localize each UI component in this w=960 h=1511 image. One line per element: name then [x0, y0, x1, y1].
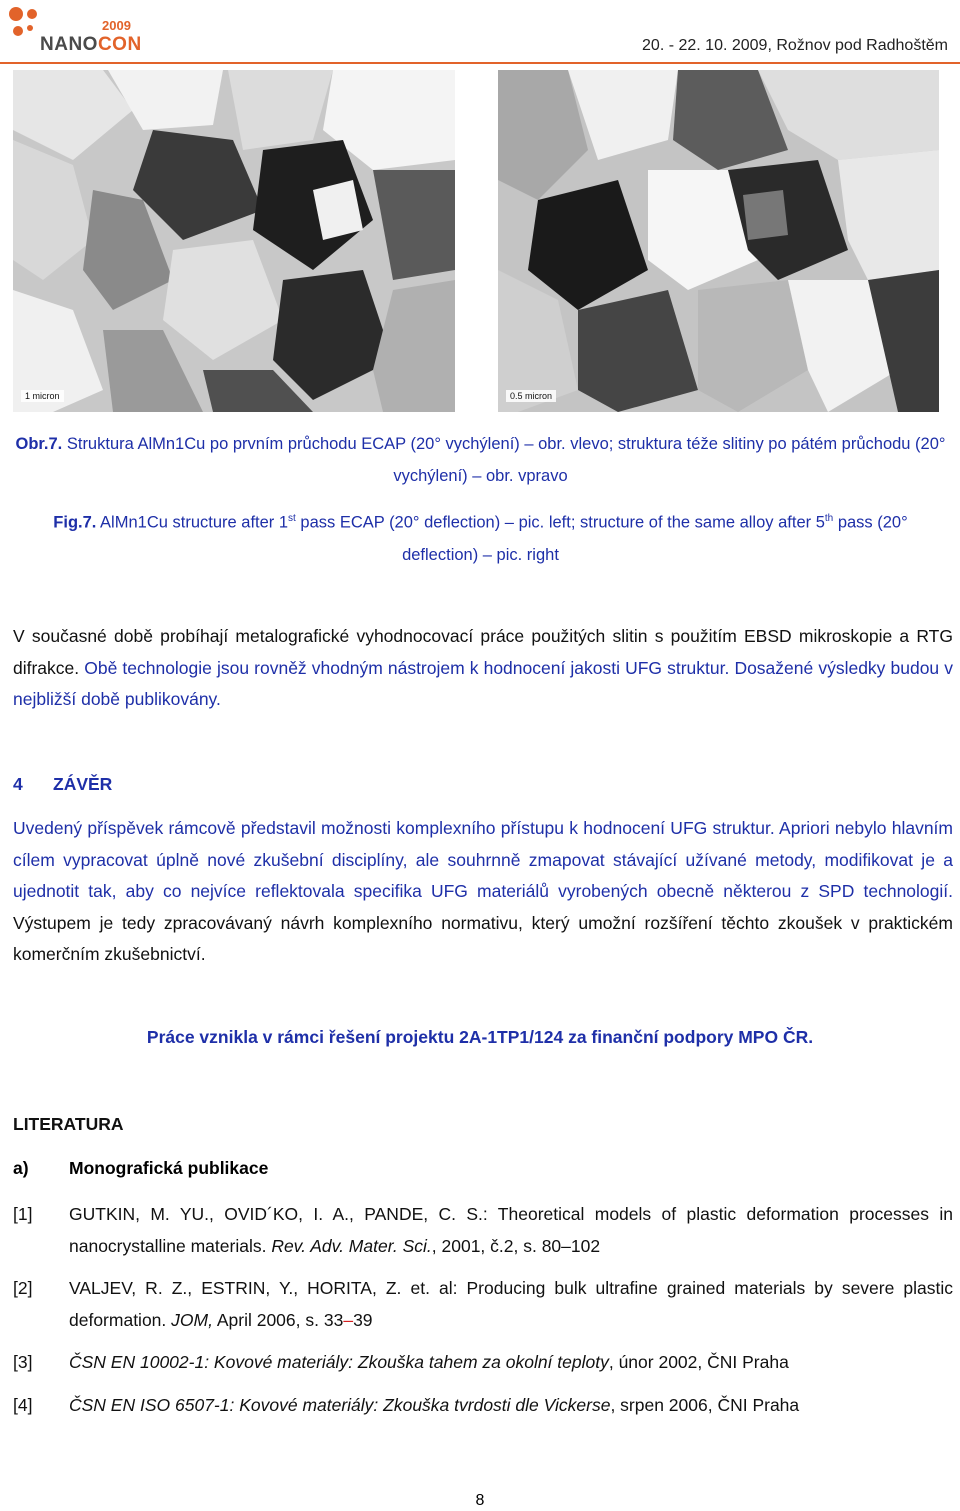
reference-item	[13, 1347, 953, 1379]
section-heading-zaver	[13, 774, 112, 795]
micrograph-left-image	[13, 70, 455, 412]
reference-item	[13, 1199, 953, 1262]
reference-tag: [3]	[13, 1352, 33, 1372]
section-title: ZÁVĚR	[53, 774, 113, 794]
ref2-authors-title: VALJEV, R. Z., ESTRIN, Y., HORITA, Z. et. al: Producing bulk ultrafine grained materials by severe plastic deformation.	[69, 1278, 953, 1330]
ref3-details: , únor 2002, ČNI Praha	[608, 1352, 789, 1372]
logo-name-con: CON	[97, 34, 142, 55]
reference-text	[69, 1347, 953, 1379]
reference-text	[69, 1390, 953, 1422]
caption-en-part3: pass (20° deflection) – pic. right	[402, 513, 908, 564]
caption-text-czech: Struktura AlMn1Cu po prvním průchodu ECAP (20° vychýlení) – obr. vlevo; struktura téže slitiny po pátém průchodu (20° vychýlení) – obr. vpravo	[62, 435, 946, 485]
ref2-end-page: 39	[353, 1309, 373, 1330]
paragraph1-part1: V současné době probíhají metalografické vyhodnocovací práce použitých slitin s použitím EBSD mikroskopie a RTG difrakce.	[13, 626, 953, 678]
nanocon-logo	[6, 4, 146, 62]
reference-tag: [1]	[13, 1204, 33, 1224]
caption-label-obr: Obr.7.	[15, 435, 63, 453]
micrograph-left	[13, 70, 455, 412]
caption-en-part2: pass ECAP (20° deflection) – pic. left; structure of the same alloy after 5	[295, 513, 825, 532]
ref4-standard: ČSN EN ISO 6507-1: Kovové materiály: Zkouška tvrdosti dle Vickerse	[69, 1395, 611, 1415]
ref4-details: , srpen 2006, ČNI Praha	[610, 1395, 800, 1415]
caption-en-part1: AlMn1Cu structure after 1	[96, 513, 289, 532]
paragraph-metallography	[13, 621, 953, 716]
ref2-dash: –	[343, 1309, 354, 1330]
ref1-authors-title: GUTKIN, M. YU., OVID´KO, I. A., PANDE, C. S.: Theoretical models of plastic deformation processes in nanocrystalline materials.	[69, 1204, 953, 1256]
page-number: 8	[475, 1492, 485, 1509]
figure-caption-english	[13, 503, 948, 571]
ref3-standard: ČSN EN 10002-1: Kovové materiály: Zkouška tahem za okolní teploty	[69, 1352, 609, 1372]
figure-caption-czech	[13, 428, 948, 492]
reference-item	[13, 1273, 953, 1336]
reference-tag: [2]	[13, 1278, 33, 1298]
logo-name	[40, 34, 142, 56]
paragraph-conclusion	[13, 813, 953, 971]
header-date-place: 20. - 22. 10. 2009, Rožnov pod Radhoštěm	[642, 37, 948, 54]
logo-name-nano: NANO	[40, 34, 98, 55]
caption-label-fig: Fig.7.	[53, 513, 97, 532]
ref2-journal: JOM,	[171, 1309, 213, 1330]
caption-en-sup2: th	[824, 513, 834, 524]
scale-label-right: 0.5 micron	[506, 390, 556, 402]
reference-text	[69, 1199, 953, 1262]
subheading-label: a)	[13, 1158, 29, 1178]
reference-item	[13, 1390, 953, 1422]
caption-en-sup1: st	[288, 513, 296, 524]
reference-text	[69, 1273, 953, 1336]
literature-subheading	[13, 1158, 268, 1179]
paragraph2-part2: Výstupem je tedy zpracovávaný návrh komplexního normativu, který umožní rozšíření těchto zkoušek v praktickém komerčním zkušebnictví.	[13, 912, 953, 964]
subheading-title: Monografická publikace	[69, 1158, 269, 1178]
ref1-journal: Rev. Adv. Mater. Sci.	[271, 1235, 432, 1256]
acknowledgement: Práce vznikla v rámci řešení projektu 2A-1TP1/124 za finanční podpory MPO ČR.	[146, 1027, 814, 1047]
reference-tag: [4]	[13, 1395, 33, 1415]
paragraph1-part2: Obě technologie jsou rovněž vhodným nástrojem k hodnocení jakosti UFG struktur. Dosažené výsledky budou v nejbližší době publikovány.	[13, 657, 953, 709]
ref1-details: , 2001, č.2, s. 80–102	[431, 1235, 601, 1256]
header-divider	[0, 62, 960, 64]
ref2-details: April 2006, s. 33	[212, 1309, 344, 1330]
paragraph2-part1: Uvedený příspěvek rámcově představil možnosti komplexního přístupu k hodnocení UFG struktur. Apriori nebylo hlavním cílem vypracovat úplně nové zkušební disciplíny, ale souhrnně zmapovat stávající užívané metody, modifikovat je a ujednotit tak, aby co nejvíce reflektovala specifika UFG materiálů vyrobených obecně některou z SPD technologií.	[13, 818, 953, 901]
section-number: 4	[13, 774, 23, 794]
micrograph-right	[498, 70, 939, 412]
literature-heading: LITERATURA	[13, 1114, 124, 1134]
micrograph-right-image	[498, 70, 939, 412]
logo-year: 2009	[102, 18, 131, 33]
scale-label-left: 1 micron	[21, 390, 64, 402]
